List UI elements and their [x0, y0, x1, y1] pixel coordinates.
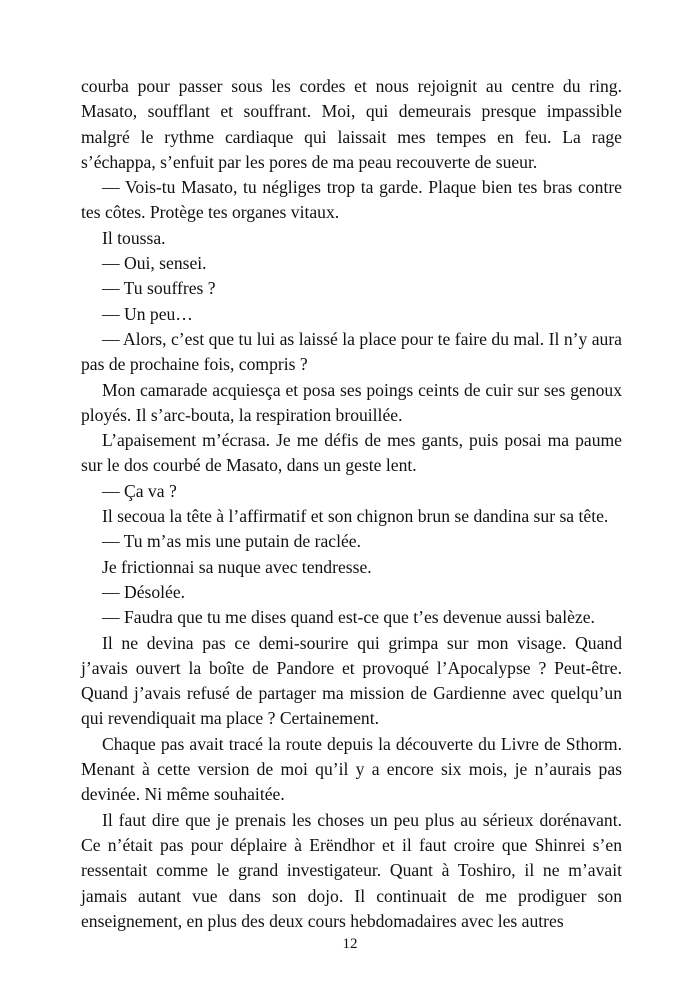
paragraph: Je frictionnai sa nuque avec tendresse. [102, 556, 372, 577]
body-text [81, 74, 622, 934]
paragraph: — Ça va ? [102, 480, 177, 501]
paragraph: Il ne devina pas ce demi-sourire qui grimpa sur mon visage. Quand j’avais ouvert la boîte de Pandore et provoqué l’Apocalypse ? Peut-être. Quand j’avais refusé de partager ma mission de Gardienne avec quelqu’un qui revendiquait ma place ? Certainement. [81, 632, 622, 729]
paragraph: — Tu m’as mis une putain de raclée. [102, 531, 361, 552]
paragraph: Il secoua la tête à l’affirmatif et son chignon brun se dandina sur sa tête. [102, 506, 609, 527]
paragraph: — Oui, sensei. [102, 253, 207, 274]
paragraph: Mon camarade acquiesça et posa ses poings ceints de cuir sur ses genoux ployés. Il s’arc-bouta, la respiration brouillée. [81, 379, 622, 425]
paragraph: Chaque pas avait tracé la route depuis la découverte du Livre de Sthorm. Menant à cette version de moi qu’il y a encore six mois, je n’aurais pas devinée. Ni même souhaitée. [81, 733, 622, 805]
paragraph: — Alors, c’est que tu lui as laissé la place pour te faire du mal. Il n’y aura pas de prochaine fois, compris ? [81, 328, 622, 375]
paragraph: — Un peu… [102, 303, 193, 324]
paragraph: courba pour passer sous les cordes et nous rejoignit au centre du ring. Masato, soufflant et souffrant. Moi, qui demeurais presque impassible malgré le rythme cardiaque qui laissait mes tempes en feu. La rage s’échappa, s’enfuit par les pores de ma peau recouverte de sueur. [81, 76, 622, 172]
paragraph: — Vois-tu Masato, tu négliges trop ta garde. Plaque bien tes bras contre tes côtes. Protège tes organes vitaux. [81, 177, 622, 223]
paragraph: — Tu souffres ? [102, 278, 216, 299]
paragraph: — Faudra que tu me dises quand est-ce que t’es devenue aussi balèze. [102, 607, 595, 628]
page-number: 12 [342, 936, 358, 952]
paragraph: Il toussa. [102, 227, 166, 248]
paragraph: Il faut dire que je prenais les choses un peu plus au sérieux dorénavant. Ce n’était pas pour déplaire à Erëndhor et il faut croire que Shinrei s’en ressentait comme le grand investigateur. Quant à Toshiro, il ne m’avait jamais autant vue dans son dojo. Il continuait de me prodiguer son enseignement, en plus des deux cours hebdomadaires avec les autres [81, 809, 622, 931]
paragraph: — Désolée. [102, 581, 186, 602]
paragraph: L’apaisement m’écrasa. Je me défis de mes gants, puis posai ma paume sur le dos courbé de Masato, dans un geste lent. [81, 430, 622, 476]
